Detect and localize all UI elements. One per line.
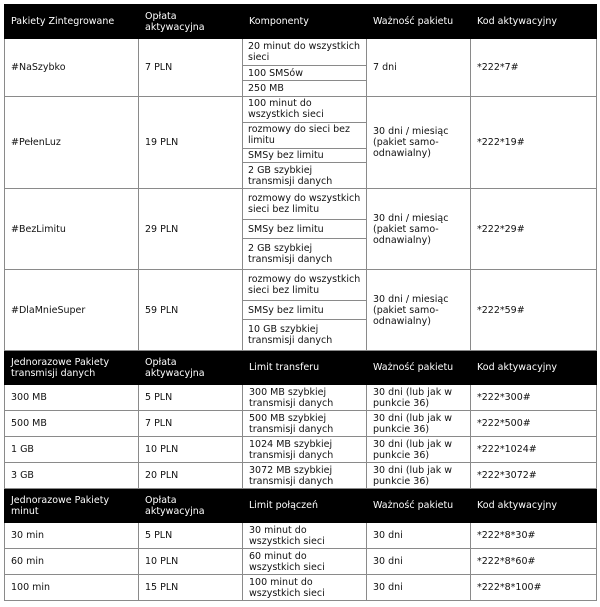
- table-row: [5, 523, 597, 549]
- integrated-header-row: [5, 5, 597, 39]
- package-validity: 30 dni (lub jak w punkcie 36): [367, 385, 471, 411]
- tariff-document: [4, 4, 596, 603]
- package-code: *222*7#: [471, 39, 597, 97]
- table-row: [5, 97, 597, 189]
- minutes-header-row: [5, 489, 597, 523]
- header-validity: Ważność pakietu: [367, 351, 471, 385]
- package-code: *222*500#: [471, 411, 597, 437]
- table-row: [5, 189, 597, 270]
- package-code: *222*29#: [471, 189, 597, 270]
- package-code: *222*3072#: [471, 463, 597, 489]
- table-row: [5, 39, 597, 97]
- package-fee: 7 PLN: [139, 39, 243, 97]
- package-fee: 20 PLN: [139, 463, 243, 489]
- package-code: *222*300#: [471, 385, 597, 411]
- header-limit: Limit transferu: [243, 351, 367, 385]
- component-item: 100 minut do wszystkich sieci: [243, 97, 366, 123]
- component-item: rozmowy do sieci bez limitu: [243, 123, 366, 149]
- package-name: #PełenLuz: [5, 97, 139, 189]
- package-validity: 30 dni: [367, 575, 471, 601]
- package-fee: 7 PLN: [139, 411, 243, 437]
- package-code: *222*8*100#: [471, 575, 597, 601]
- component-item: 250 MB: [248, 83, 284, 95]
- package-fee: 10 PLN: [139, 437, 243, 463]
- package-name: 60 min: [5, 549, 139, 575]
- table-row: [5, 270, 597, 351]
- package-name: 100 min: [5, 575, 139, 601]
- package-validity: 30 dni / miesiąc (pakiet samo-odnawialny): [367, 270, 471, 351]
- header-code: Kod aktywacyjny: [471, 351, 597, 385]
- header-code: Kod aktywacyjny: [471, 489, 597, 523]
- package-code: *222*59#: [471, 270, 597, 351]
- package-validity: 30 dni (lub jak w punkcie 36): [367, 437, 471, 463]
- header-fee: Opłata aktywacyjna: [139, 351, 243, 385]
- header-fee: Opłata aktywacyjna: [139, 489, 243, 523]
- header-package: Jednorazowe Pakiety minut: [5, 489, 139, 523]
- header-package: Jednorazowe Pakiety transmisji danych: [5, 351, 139, 385]
- package-limit: 30 minut do wszystkich sieci: [243, 523, 367, 549]
- package-name: 30 min: [5, 523, 139, 549]
- header-components: Komponenty: [243, 5, 367, 39]
- header-validity: Ważność pakietu: [367, 489, 471, 523]
- package-fee: 5 PLN: [139, 523, 243, 549]
- package-fee: 19 PLN: [139, 97, 243, 189]
- package-code: *222*8*30#: [471, 523, 597, 549]
- package-components: [243, 97, 367, 189]
- package-validity: 30 dni (lub jak w punkcie 36): [367, 411, 471, 437]
- package-limit: 500 MB szybkiej transmisji danych: [243, 411, 367, 437]
- package-fee: 5 PLN: [139, 385, 243, 411]
- package-validity: 30 dni / miesiąc (pakiet samo-odnawialny): [367, 189, 471, 270]
- package-name: #BezLimitu: [5, 189, 139, 270]
- package-limit: 60 minut do wszystkich sieci: [243, 549, 367, 575]
- header-package: Pakiety Zintegrowane: [5, 5, 139, 39]
- package-fee: 59 PLN: [139, 270, 243, 351]
- package-components: [243, 189, 367, 270]
- component-item: SMSy bez limitu: [243, 220, 366, 240]
- component-item: 100 SMSów: [243, 66, 366, 82]
- package-fee: 10 PLN: [139, 549, 243, 575]
- package-name: 300 MB: [5, 385, 139, 411]
- component-item: rozmowy do wszystkich sieci bez limitu: [243, 270, 366, 301]
- package-fee: 15 PLN: [139, 575, 243, 601]
- table-row: [5, 411, 597, 437]
- package-limit: 100 minut do wszystkich sieci: [243, 575, 367, 601]
- package-name: #NaSzybko: [5, 39, 139, 97]
- header-code: Kod aktywacyjny: [471, 5, 597, 39]
- component-item: rozmowy do wszystkich sieci bez limitu: [243, 189, 366, 220]
- package-validity: 30 dni / miesiąc (pakiet samo-odnawialny): [367, 97, 471, 189]
- data-header-row: [5, 351, 597, 385]
- header-validity: Ważność pakietu: [367, 5, 471, 39]
- table-row: [5, 385, 597, 411]
- package-code: *222*19#: [471, 97, 597, 189]
- component-item: 2 GB szybkiej transmisji danych: [248, 164, 333, 187]
- table-row: [5, 549, 597, 575]
- tariff-table: [4, 4, 597, 601]
- table-row: [5, 437, 597, 463]
- package-validity: 30 dni: [367, 549, 471, 575]
- component-item: SMSy bez limitu: [243, 301, 366, 321]
- header-fee: Opłata aktywacyjna: [139, 5, 243, 39]
- component-item: 2 GB szybkiej transmisji danych: [248, 243, 333, 266]
- package-components: [243, 39, 367, 97]
- package-validity: 7 dni: [367, 39, 471, 97]
- package-limit: 1024 MB szybkiej transmisji danych: [243, 437, 367, 463]
- package-limit: 3072 MB szybkiej transmisji danych: [243, 463, 367, 489]
- package-name: #DlaMnieSuper: [5, 270, 139, 351]
- table-row: [5, 463, 597, 489]
- package-name: 1 GB: [5, 437, 139, 463]
- package-code: *222*1024#: [471, 437, 597, 463]
- package-code: *222*8*60#: [471, 549, 597, 575]
- package-validity: 30 dni (lub jak w punkcie 36): [367, 463, 471, 489]
- package-validity: 30 dni: [367, 523, 471, 549]
- component-item: 20 minut do wszystkich sieci: [243, 39, 366, 66]
- component-item: 10 GB szybkiej transmisji danych: [248, 324, 333, 347]
- package-limit: 300 MB szybkiej transmisji danych: [243, 385, 367, 411]
- table-row: [5, 575, 597, 601]
- package-name: 500 MB: [5, 411, 139, 437]
- header-limit: Limit połączeń: [243, 489, 367, 523]
- component-item: SMSy bez limitu: [243, 149, 366, 164]
- package-fee: 29 PLN: [139, 189, 243, 270]
- package-name: 3 GB: [5, 463, 139, 489]
- package-components: [243, 270, 367, 351]
